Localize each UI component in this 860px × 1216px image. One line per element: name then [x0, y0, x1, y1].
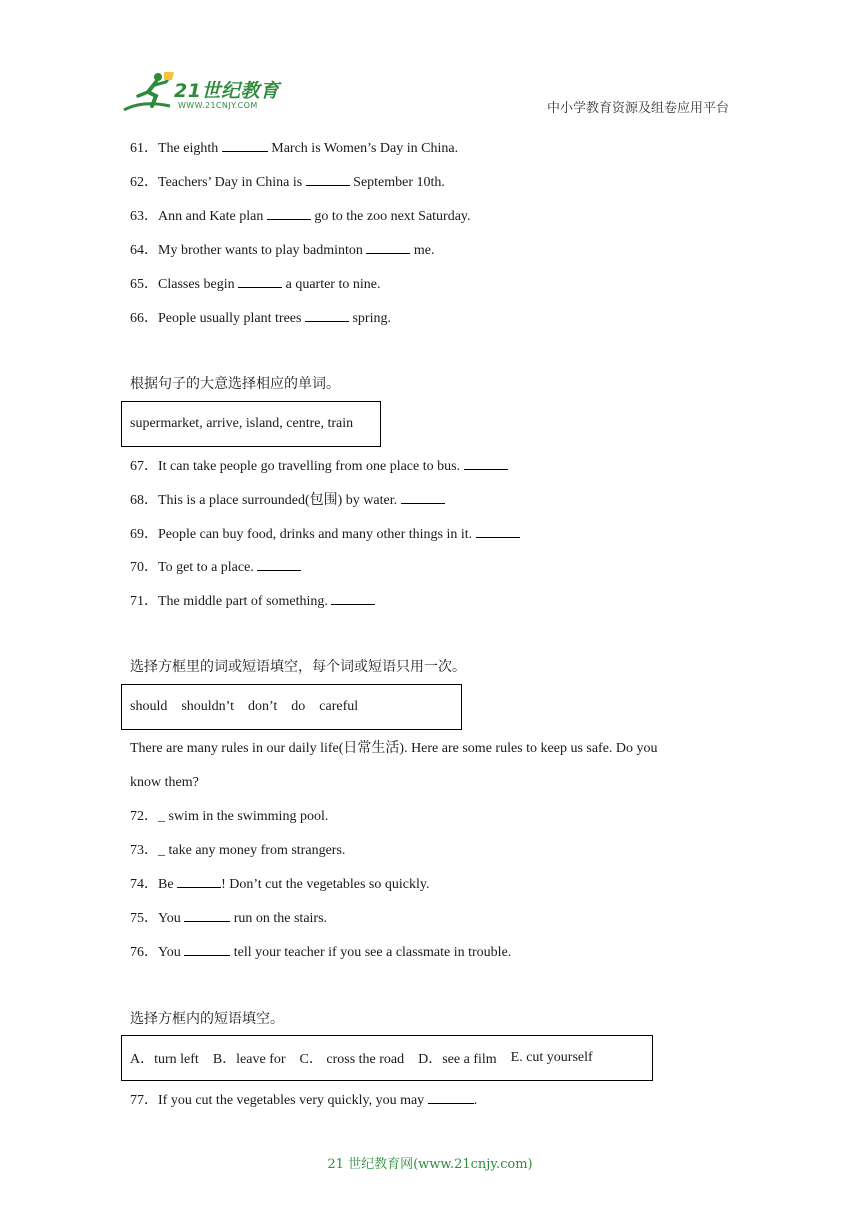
word-option: do [291, 699, 306, 714]
section-3-intro-line-1: There are many rules in our daily life(日常生活). Here are some rules to keep us safe. Do you [130, 741, 658, 756]
question-61: 61．The eighth March is Women’s Day in China. [130, 141, 459, 156]
question-71: 71．The middle part of something. [130, 592, 375, 611]
answer-blank[interactable] [476, 525, 520, 538]
section-2-instruction: 根据句子的大意选择相应的单词。 [130, 376, 340, 392]
answer-blank[interactable] [177, 875, 221, 888]
question-74: 74．Be ! Don’t cut the vegetables so quickly. [130, 877, 430, 892]
answer-blank[interactable] [238, 275, 282, 288]
word-option: should [130, 699, 168, 714]
answer-blank[interactable] [306, 173, 350, 186]
phrase-option: E. cut yourself [510, 1050, 593, 1065]
answer-blank[interactable] [428, 1091, 474, 1104]
answer-blank[interactable] [184, 909, 230, 922]
question-62: 62．Teachers’ Day in China is September 10th. [130, 175, 445, 190]
word-option: shouldn’t [181, 699, 234, 714]
question-65: 65．Classes begin a quarter to nine. [130, 277, 381, 292]
question-63: 63．Ann and Kate plan go to the zoo next Saturday. [130, 209, 471, 224]
answer-blank[interactable] [366, 241, 410, 254]
phrase-option: A．turn left [130, 1052, 199, 1067]
header-platform-text: 中小学教育资源及组卷应用平台 [546, 101, 729, 116]
footer-link[interactable]: 21 世纪教育网(www.21cnjy.com) [327, 1157, 533, 1172]
word-bank-box-2 [121, 401, 381, 447]
question-76: 76．You tell your teacher if you see a classmate in trouble. [130, 945, 512, 960]
answer-blank[interactable] [267, 207, 311, 220]
answer-blank[interactable] [222, 139, 268, 152]
answer-blank[interactable] [401, 491, 445, 504]
question-70: 70．To get to a place. [130, 558, 301, 577]
word-option: careful [319, 699, 359, 714]
word-bank-text: supermarket, arrive, island, centre, train [130, 416, 354, 431]
question-75: 75．You run on the stairs. [130, 911, 328, 926]
section-4-instruction: 选择方框内的短语填空。 [130, 1011, 284, 1027]
answer-blank[interactable] [184, 943, 230, 956]
question-68: 68．This is a place surrounded(包围) by water. [130, 491, 445, 510]
answer-blank[interactable] [331, 592, 375, 605]
answer-blank[interactable] [305, 309, 349, 322]
question-73: 73．_ take any money from strangers. [130, 843, 346, 858]
question-77: 77．If you cut the vegetables very quickly, you may . [130, 1093, 478, 1108]
answer-blank[interactable] [464, 457, 508, 470]
logo-text: 21世纪教育 [174, 80, 280, 102]
phrase-option: C． cross the road [299, 1052, 405, 1067]
word-bank-box-3 [121, 684, 462, 730]
phrase-bank-box-4 [121, 1035, 653, 1081]
phrase-option: B．leave for [212, 1052, 286, 1067]
phrase-option: D．see a film [418, 1052, 497, 1067]
question-64: 64．My brother wants to play badminton me. [130, 243, 435, 258]
runner-icon [122, 70, 178, 116]
word-option: don’t [247, 699, 278, 714]
section-3-instruction: 选择方框里的词或短语填空，每个词或短语只用一次。 [130, 659, 466, 675]
question-66: 66．People usually plant trees spring. [130, 311, 391, 326]
question-72: 72．_ swim in the swimming pool. [130, 809, 329, 824]
question-69: 69．People can buy food, drinks and many other things in it. [130, 525, 520, 544]
answer-blank[interactable] [257, 558, 301, 571]
section-3-intro-line-2: know them? [130, 775, 199, 790]
logo [122, 70, 292, 116]
logo-subtext: WWW.21CNJY.COM [178, 101, 258, 110]
question-67: 67．It can take people go travelling from one place to bus. [130, 457, 508, 476]
